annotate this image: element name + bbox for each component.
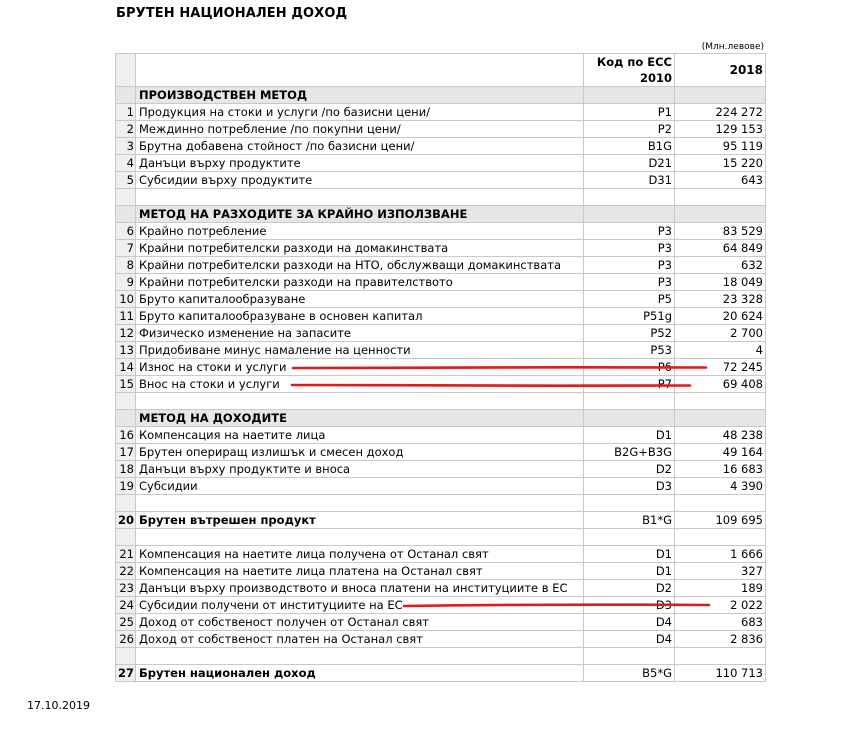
code-cell: D3 xyxy=(584,478,675,495)
value-cell: 129 153 xyxy=(675,121,766,138)
value-cell: 72 245 xyxy=(675,359,766,376)
value-cell: 2 700 xyxy=(675,325,766,342)
value-cell: 69 408 xyxy=(675,376,766,393)
row-number-cell: 2 xyxy=(116,121,136,138)
value-cell: 4 390 xyxy=(675,478,766,495)
code-cell xyxy=(584,410,675,427)
row-number-cell xyxy=(116,189,136,206)
indicator-name-cell: Брутен вътрешен продукт xyxy=(136,512,584,529)
table-row xyxy=(116,138,766,155)
row-number-cell: 3 xyxy=(116,138,136,155)
code-cell xyxy=(584,393,675,410)
table-row xyxy=(116,121,766,138)
value-cell xyxy=(675,410,766,427)
table-row xyxy=(116,563,766,580)
value-cell xyxy=(675,648,766,665)
code-cell: P52 xyxy=(584,325,675,342)
row-number-cell: 25 xyxy=(116,614,136,631)
indicator-name-cell: Крайно потребление xyxy=(136,223,584,240)
value-cell xyxy=(675,206,766,223)
indicator-name-cell: Данъци върху продуктите и вноса xyxy=(136,461,584,478)
table-row xyxy=(116,155,766,172)
row-number-cell: 16 xyxy=(116,427,136,444)
indicator-name-cell: Данъци върху производството и вноса платени на институциите в ЕС xyxy=(136,580,584,597)
row-number-cell: 4 xyxy=(116,155,136,172)
code-cell: D1 xyxy=(584,563,675,580)
table-row xyxy=(116,291,766,308)
value-cell xyxy=(675,87,766,104)
table-row xyxy=(116,376,766,393)
indicator-name-cell: Бруто капиталообразуване xyxy=(136,291,584,308)
value-cell: 64 849 xyxy=(675,240,766,257)
code-cell: B1*G xyxy=(584,512,675,529)
code-cell: P7 xyxy=(584,376,675,393)
code-cell: P5 xyxy=(584,291,675,308)
table-row xyxy=(116,274,766,291)
indicator-name-cell: Продукция на стоки и услуги /по базисни цени/ xyxy=(136,104,584,121)
spacer-row xyxy=(116,529,766,546)
header-num-cell xyxy=(116,54,136,87)
section-title: ПРОИЗВОДСТВЕН МЕТОД xyxy=(136,87,584,104)
value-cell: 48 238 xyxy=(675,427,766,444)
indicator-name-cell: Доход от собственост платен на Останал свят xyxy=(136,631,584,648)
row-number-cell: 21 xyxy=(116,546,136,563)
value-cell: 224 272 xyxy=(675,104,766,121)
indicator-name-cell: Физическо изменение на запасите xyxy=(136,325,584,342)
total-row xyxy=(116,512,766,529)
value-cell: 15 220 xyxy=(675,155,766,172)
value-cell: 16 683 xyxy=(675,461,766,478)
row-number-cell: 18 xyxy=(116,461,136,478)
header-year-cell: 2018 xyxy=(675,54,766,87)
indicator-name-cell: Крайни потребителски разходи на правителството xyxy=(136,274,584,291)
row-number-cell: 9 xyxy=(116,274,136,291)
code-cell: D4 xyxy=(584,631,675,648)
value-cell: 632 xyxy=(675,257,766,274)
table-row xyxy=(116,427,766,444)
code-cell: B5*G xyxy=(584,665,675,682)
code-cell xyxy=(584,189,675,206)
header-name-cell xyxy=(136,54,584,87)
value-cell: 95 119 xyxy=(675,138,766,155)
value-cell: 1 666 xyxy=(675,546,766,563)
section-header-row xyxy=(116,87,766,104)
code-cell: B1G xyxy=(584,138,675,155)
row-number-cell xyxy=(116,648,136,665)
indicator-name-cell: Придобиване минус намаление на ценности xyxy=(136,342,584,359)
table-row xyxy=(116,631,766,648)
code-cell: B2G+B3G xyxy=(584,444,675,461)
code-cell: P51g xyxy=(584,308,675,325)
code-cell: P3 xyxy=(584,223,675,240)
row-number-cell: 7 xyxy=(116,240,136,257)
row-number-cell xyxy=(116,393,136,410)
row-number-cell xyxy=(116,87,136,104)
value-cell: 4 xyxy=(675,342,766,359)
row-number-cell xyxy=(116,529,136,546)
code-cell: P3 xyxy=(584,240,675,257)
value-cell: 2 836 xyxy=(675,631,766,648)
table-row xyxy=(116,240,766,257)
table-row xyxy=(116,546,766,563)
table-row xyxy=(116,104,766,121)
value-cell: 189 xyxy=(675,580,766,597)
spacer-row xyxy=(116,648,766,665)
value-cell: 327 xyxy=(675,563,766,580)
code-cell: P2 xyxy=(584,121,675,138)
value-cell: 2 022 xyxy=(675,597,766,614)
row-number-cell: 22 xyxy=(116,563,136,580)
indicator-name-cell: Брутен опериращ излишък и смесен доход xyxy=(136,444,584,461)
indicator-name-cell: Субсидии върху продуктите xyxy=(136,172,584,189)
indicator-name-cell: Компенсация на наетите лица xyxy=(136,427,584,444)
code-cell: D2 xyxy=(584,461,675,478)
row-number-cell: 24 xyxy=(116,597,136,614)
table-row xyxy=(116,359,766,376)
value-cell xyxy=(675,393,766,410)
page-title: БРУТЕН НАЦИОНАЛЕН ДОХОД xyxy=(116,6,348,21)
code-cell: D2 xyxy=(584,580,675,597)
spacer-row xyxy=(116,189,766,206)
indicator-name-cell: Бруто капиталообразуване в основен капитал xyxy=(136,308,584,325)
row-number-cell: 27 xyxy=(116,665,136,682)
footer-date: 17.10.2019 xyxy=(27,699,90,712)
code-cell xyxy=(584,529,675,546)
indicator-name-cell: Крайни потребителски разходи на домакинствата xyxy=(136,240,584,257)
code-cell: P3 xyxy=(584,274,675,291)
code-cell: P6 xyxy=(584,359,675,376)
indicator-name-cell: Данъци върху продуктите xyxy=(136,155,584,172)
value-cell: 643 xyxy=(675,172,766,189)
table-row xyxy=(116,257,766,274)
indicator-name-cell: Междинно потребление /по покупни цени/ xyxy=(136,121,584,138)
indicator-name-cell: Субсидии xyxy=(136,478,584,495)
spacer-row xyxy=(116,495,766,512)
total-row xyxy=(116,665,766,682)
value-cell xyxy=(675,529,766,546)
code-cell xyxy=(584,87,675,104)
indicator-name-cell xyxy=(136,495,584,512)
code-cell xyxy=(584,495,675,512)
section-title: МЕТОД НА РАЗХОДИТЕ ЗА КРАЙНО ИЗПОЛЗВАНЕ xyxy=(136,206,584,223)
row-number-cell: 15 xyxy=(116,376,136,393)
row-number-cell: 14 xyxy=(116,359,136,376)
row-number-cell: 10 xyxy=(116,291,136,308)
indicator-name-cell: Субсидии получени от институциите на ЕС xyxy=(136,597,584,614)
indicator-name-cell: Внос на стоки и услуги xyxy=(136,376,584,393)
indicator-name-cell: Брутна добавена стойност /по базисни цени/ xyxy=(136,138,584,155)
row-number-cell: 11 xyxy=(116,308,136,325)
section-title: МЕТОД НА ДОХОДИТЕ xyxy=(136,410,584,427)
code-cell: D21 xyxy=(584,155,675,172)
row-number-cell xyxy=(116,495,136,512)
indicator-name-cell: Брутен национален доход xyxy=(136,665,584,682)
indicator-name-cell: Крайни потребителски разходи на НТО, обслужващи домакинствата xyxy=(136,257,584,274)
indicator-name-cell: Износ на стоки и услуги xyxy=(136,359,584,376)
code-cell: D1 xyxy=(584,546,675,563)
indicator-name-cell xyxy=(136,393,584,410)
table-row xyxy=(116,444,766,461)
row-number-cell: 13 xyxy=(116,342,136,359)
table-header-row xyxy=(116,54,766,87)
code-cell: D3 xyxy=(584,597,675,614)
value-cell: 109 695 xyxy=(675,512,766,529)
code-cell: D1 xyxy=(584,427,675,444)
value-cell: 23 328 xyxy=(675,291,766,308)
indicator-name-cell: Доход от собственост получен от Останал свят xyxy=(136,614,584,631)
value-cell: 49 164 xyxy=(675,444,766,461)
row-number-cell: 17 xyxy=(116,444,136,461)
indicator-name-cell: Компенсация на наетите лица получена от Останал свят xyxy=(136,546,584,563)
value-cell xyxy=(675,189,766,206)
row-number-cell: 23 xyxy=(116,580,136,597)
row-number-cell xyxy=(116,206,136,223)
table-row xyxy=(116,308,766,325)
row-number-cell: 19 xyxy=(116,478,136,495)
table-row xyxy=(116,223,766,240)
value-cell: 83 529 xyxy=(675,223,766,240)
value-cell: 18 049 xyxy=(675,274,766,291)
indicator-name-cell xyxy=(136,189,584,206)
value-cell xyxy=(675,495,766,512)
code-cell xyxy=(584,206,675,223)
table-row xyxy=(116,172,766,189)
row-number-cell: 8 xyxy=(116,257,136,274)
table-row xyxy=(116,597,766,614)
row-number-cell: 26 xyxy=(116,631,136,648)
spacer-row xyxy=(116,393,766,410)
table-row xyxy=(116,325,766,342)
value-cell: 683 xyxy=(675,614,766,631)
header-code-cell: Код по ЕСС 2010 xyxy=(584,54,675,87)
gni-table xyxy=(115,53,766,682)
section-header-row xyxy=(116,206,766,223)
table-row xyxy=(116,580,766,597)
row-number-cell: 1 xyxy=(116,104,136,121)
row-number-cell: 20 xyxy=(116,512,136,529)
row-number-cell: 12 xyxy=(116,325,136,342)
code-cell: D4 xyxy=(584,614,675,631)
code-cell: P1 xyxy=(584,104,675,121)
code-cell: P3 xyxy=(584,257,675,274)
value-cell: 110 713 xyxy=(675,665,766,682)
table-row xyxy=(116,478,766,495)
indicator-name-cell xyxy=(136,648,584,665)
row-number-cell: 5 xyxy=(116,172,136,189)
table-row xyxy=(116,342,766,359)
units-note: (Млн.левове) xyxy=(701,42,764,52)
code-cell xyxy=(584,648,675,665)
code-cell: P53 xyxy=(584,342,675,359)
table-row xyxy=(116,461,766,478)
value-cell: 20 624 xyxy=(675,308,766,325)
table-row xyxy=(116,614,766,631)
indicator-name-cell: Компенсация на наетите лица платена на Останал свят xyxy=(136,563,584,580)
row-number-cell: 6 xyxy=(116,223,136,240)
code-cell: D31 xyxy=(584,172,675,189)
row-number-cell xyxy=(116,410,136,427)
indicator-name-cell xyxy=(136,529,584,546)
section-header-row xyxy=(116,410,766,427)
